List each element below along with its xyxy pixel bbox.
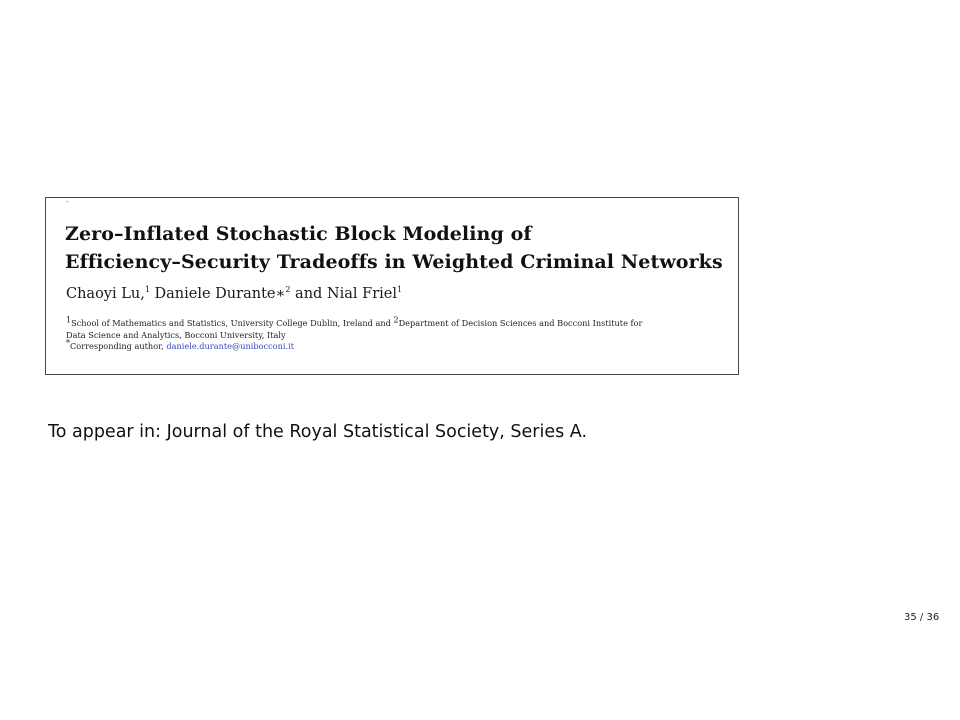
corresponding-sup: * <box>66 338 70 348</box>
paper-title-line-1: Zero–Inflated Stochastic Block Modeling of <box>65 223 532 245</box>
affiliation-line-1 <box>66 315 731 330</box>
affiliation-text-1: School of Mathematics and Statistics, University College Dublin, Ireland and <box>71 318 394 328</box>
author-3: and Nial Friel <box>295 286 397 302</box>
corresponding-label: Corresponding author, <box>70 341 167 351</box>
paper-authors <box>66 286 402 302</box>
affiliation-line-2: Data Science and Analytics, Bocconi University, Italy <box>66 329 286 340</box>
author-2-affiliation: 2 <box>285 285 291 295</box>
affiliation-sup-1: 1 <box>66 315 72 325</box>
corresponding-mark: ∗ <box>275 286 286 302</box>
author-2: Daniele Durante <box>154 286 276 302</box>
paper-header-image <box>45 197 739 375</box>
corner-mark: - <box>66 198 69 206</box>
author-1: Chaoyi Lu, <box>66 286 145 302</box>
paper-title <box>65 220 735 276</box>
author-1-affiliation: 1 <box>144 285 150 295</box>
corresponding-line <box>66 338 731 353</box>
affiliation-text-2: Department of Decision Sciences and Bocconi Institute for <box>398 318 643 328</box>
author-3-affiliation: 1 <box>397 285 403 295</box>
corresponding-email: daniele.durante@unibocconi.it <box>166 341 295 351</box>
affiliation-sup-2: 2 <box>393 315 399 325</box>
appear-in-text: To appear in: Journal of the Royal Statistical Society, Series A. <box>48 422 588 442</box>
paper-title-line-2: Efficiency–Security Tradeoffs in Weighted Criminal Networks <box>65 251 723 273</box>
page-number: 35 / 36 <box>904 612 940 623</box>
paper-affiliations <box>66 315 731 353</box>
